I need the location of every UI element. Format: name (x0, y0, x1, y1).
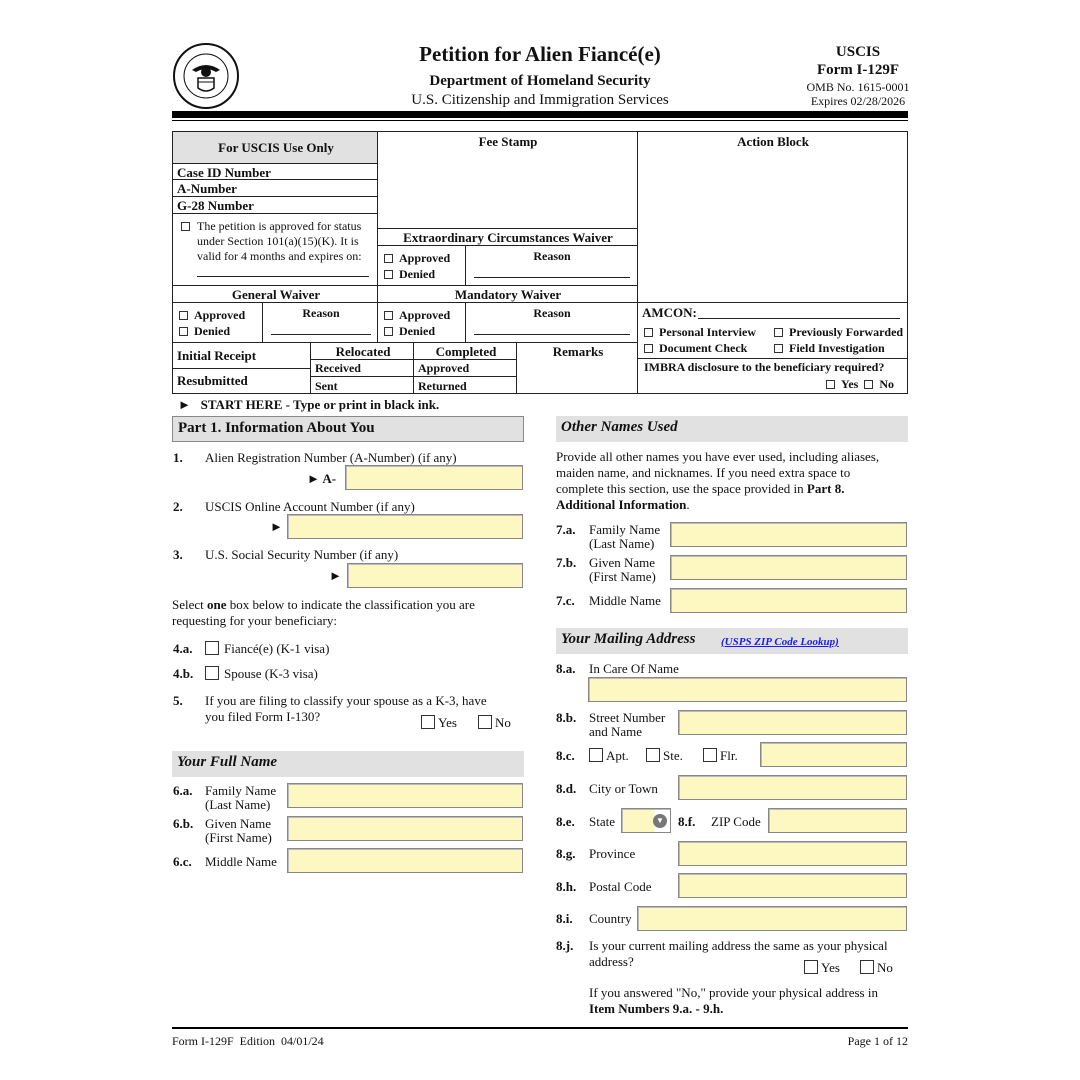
omb-number: OMB No. 1615-0001 (806, 80, 910, 94)
part1-header: Part 1. Information About You (172, 416, 524, 442)
q4b-label: Spouse (K-3 visa) (224, 666, 318, 681)
postal-code-input[interactable] (678, 873, 907, 898)
ste-label: Ste. (663, 748, 683, 763)
agency: U.S. Citizenship and Immigration Services (411, 92, 669, 108)
i130-yes-checkbox[interactable] (421, 715, 435, 729)
given-name-input[interactable] (287, 816, 523, 841)
received: Received (310, 359, 414, 377)
g28-field: G-28 Number (172, 196, 378, 214)
q7b-sublabel: (First Name) (589, 569, 656, 584)
mw-denied-checkbox[interactable] (384, 327, 393, 336)
province-input[interactable] (678, 841, 907, 866)
completed-header: Completed (413, 342, 517, 360)
mandatory-waiver-options: Approved Denied (377, 302, 466, 343)
street-input[interactable] (678, 710, 907, 735)
imbra-block: IMBRA disclosure to the beneficiary required? Yes No (637, 358, 908, 394)
q7b-label: Given Name (589, 555, 656, 570)
ecw-header: Extraordinary Circumstances Waiver (377, 228, 638, 246)
q8g-number: 8.g. (556, 846, 576, 861)
personal-interview-checkbox[interactable] (644, 328, 653, 337)
chevron-down-icon: ▼ (653, 814, 667, 828)
ssn-input[interactable] (347, 563, 523, 588)
q8a-number: 8.a. (556, 661, 576, 676)
middle-name-input[interactable] (287, 848, 523, 873)
q8j-number: 8.j. (556, 938, 574, 953)
q6c-label: Middle Name (205, 854, 277, 869)
sent: Sent (310, 376, 414, 394)
header-rule-thin (172, 120, 908, 121)
document-check-checkbox[interactable] (644, 344, 653, 353)
q8h-label: Postal Code (589, 879, 652, 894)
q8j-label: Is your current mailing address the same as your physical (589, 938, 888, 953)
ecw-reason: Reason (465, 245, 638, 286)
q7a-number: 7.a. (556, 522, 576, 537)
other-middle-name-input[interactable] (670, 588, 907, 613)
q6b-sublabel: (First Name) (205, 830, 272, 845)
no-label: No (495, 715, 511, 730)
flr-checkbox[interactable] (703, 748, 717, 762)
other-names-instructions: Provide all other names you have ever used, including aliases, (556, 449, 880, 464)
gw-denied-checkbox[interactable] (179, 327, 188, 336)
q5-label: If you are filing to classify your spouse as a K-3, have (205, 693, 487, 708)
a-number-input[interactable] (345, 465, 523, 490)
q6a-label: Family Name (205, 783, 277, 798)
initial-receipt: Initial Receipt (172, 342, 311, 369)
general-waiver-reason: Reason (262, 302, 378, 343)
in-care-of-input[interactable] (588, 677, 907, 702)
mailing-address-header: Your Mailing Address (556, 628, 908, 654)
country-input[interactable] (637, 906, 907, 931)
arrow-right-icon: ► (270, 519, 283, 534)
q8f-number: 8.f. (678, 814, 696, 829)
other-family-name-input[interactable] (670, 522, 907, 547)
apt-label: Apt. (606, 748, 629, 763)
office-use-header: For USCIS Use Only (172, 131, 378, 164)
select-instruction-2: requesting for your beneficiary: (172, 613, 337, 628)
usps-zip-lookup-link[interactable]: (USPS ZIP Code Lookup) (721, 636, 839, 648)
ecw-options: Approved Denied (377, 245, 466, 286)
department: Department of Homeland Security (429, 73, 651, 89)
mandatory-waiver-header: Mandatory Waiver (377, 285, 638, 303)
q5-label-2: you filed Form I-130? (205, 709, 321, 724)
gw-approved-checkbox[interactable] (179, 311, 188, 320)
q8d-number: 8.d. (556, 781, 577, 796)
relocated-header: Relocated (310, 342, 414, 360)
q8h-number: 8.h. (556, 879, 577, 894)
state-select[interactable] (621, 808, 671, 833)
q1-label: Alien Registration Number (A-Number) (if any) (205, 450, 457, 465)
previously-forwarded-checkbox[interactable] (774, 328, 783, 337)
q1-prefix: ► A- (307, 471, 337, 486)
zip-code-input[interactable] (768, 808, 907, 833)
mandatory-waiver-reason: Reason (465, 302, 638, 343)
ecw-denied-checkbox[interactable] (384, 270, 393, 279)
other-names-header: Other Names Used (556, 416, 908, 442)
family-name-input[interactable] (287, 783, 523, 808)
page-number: Page 1 of 12 (847, 1034, 908, 1048)
form-edition: Form I-129F Edition 04/01/24 (172, 1034, 324, 1048)
q6b-label: Given Name (205, 816, 272, 831)
q8d-label: City or Town (589, 781, 658, 796)
spouse-k3-checkbox[interactable] (205, 666, 219, 680)
field-investigation-checkbox[interactable] (774, 344, 783, 353)
imbra-no-checkbox[interactable] (864, 380, 873, 389)
header-rule (172, 111, 908, 118)
city-input[interactable] (678, 775, 907, 800)
case-id-field: Case ID Number (172, 163, 378, 180)
yes-label: Yes (821, 960, 840, 975)
uscis-label: USCIS (835, 44, 881, 60)
other-names-instructions-3: complete this section, use the space provided in Part 8. (556, 481, 845, 496)
q8e-label: State (589, 814, 615, 829)
uscis-online-account-input[interactable] (287, 514, 523, 539)
q7b-number: 7.b. (556, 555, 577, 570)
start-here: ► START HERE - Type or print in black ink. (178, 397, 440, 412)
returned: Returned (413, 376, 517, 394)
q8g-label: Province (589, 846, 636, 861)
fiancee-k1-checkbox[interactable] (205, 641, 219, 655)
full-name-header: Your Full Name (172, 751, 524, 777)
q5-number: 5. (173, 693, 183, 708)
resubmitted: Resubmitted (172, 368, 311, 394)
form-number: Form I-129F (816, 62, 900, 78)
yes-label: Yes (438, 715, 457, 730)
q8e-number: 8.e. (556, 814, 575, 829)
general-waiver-header: General Waiver (172, 285, 378, 303)
fee-stamp: Fee Stamp (377, 131, 638, 229)
q8b-number: 8.b. (556, 710, 577, 725)
q7c-label: Middle Name (589, 593, 661, 608)
q8f-label: ZIP Code (711, 814, 761, 829)
no-label: No (877, 960, 893, 975)
q2-number: 2. (173, 499, 183, 514)
arrow-right-icon: ► (329, 568, 342, 583)
dhs-seal (172, 42, 240, 110)
mw-approved-checkbox[interactable] (384, 311, 393, 320)
same-address-no-checkbox[interactable] (860, 960, 874, 974)
q3-number: 3. (173, 547, 183, 562)
q6a-number: 6.a. (173, 783, 193, 798)
q8i-label: Country (589, 911, 632, 926)
physical-address-note-2: Item Numbers 9.a. - 9.h. (589, 1001, 724, 1016)
arrow-right-icon: ► (178, 397, 191, 412)
imbra-yes-checkbox[interactable] (826, 380, 835, 389)
q7a-label: Family Name (589, 522, 661, 537)
general-waiver-options: Approved Denied (172, 302, 263, 343)
approval-checkbox[interactable] (181, 222, 190, 231)
q8i-number: 8.i. (556, 911, 573, 926)
completed-approved: Approved (413, 359, 517, 377)
amcon-block: AMCON: Personal Interview Previously Forwarded Document Check Field Investigation (637, 302, 908, 359)
expiration-date: Expires 02/28/2026 (810, 94, 906, 108)
q2-label: USCIS Online Account Number (if any) (205, 499, 415, 514)
q7a-sublabel: (Last Name) (589, 536, 655, 551)
action-block: Action Block (637, 131, 908, 303)
q4a-number: 4.a. (173, 641, 193, 656)
other-names-instructions-4: Additional Information. (556, 497, 690, 512)
physical-address-note: If you answered "No," provide your physical address in (589, 985, 878, 1000)
i130-no-checkbox[interactable] (478, 715, 492, 729)
same-address-yes-checkbox[interactable] (804, 960, 818, 974)
other-given-name-input[interactable] (670, 555, 907, 580)
q3-label: U.S. Social Security Number (if any) (205, 547, 399, 562)
other-names-instructions-2: maiden name, and nicknames. If you need extra space to (556, 465, 851, 480)
ecw-approved-checkbox[interactable] (384, 254, 393, 263)
flr-label: Flr. (720, 748, 738, 763)
q8j-label-2: address? (589, 954, 634, 969)
q6c-number: 6.c. (173, 854, 192, 869)
remarks: Remarks (516, 342, 638, 394)
q4b-number: 4.b. (173, 666, 194, 681)
a-number-field: A-Number (172, 179, 378, 197)
q8b-label: Street Number (589, 710, 666, 725)
approval-status-block: The petition is approved for status under Section 101(a)(15)(K). It is valid for 4 months and expires on: (172, 213, 378, 286)
q6b-number: 6.b. (173, 816, 194, 831)
select-instruction: Select one box below to indicate the classification you are (172, 597, 475, 612)
q8a-label: In Care Of Name (589, 661, 679, 676)
form-title: Petition for Alien Fiancé(e) (419, 42, 661, 66)
q7c-number: 7.c. (556, 593, 575, 608)
q4a-label: Fiancé(e) (K-1 visa) (224, 641, 330, 656)
unit-number-input[interactable] (760, 742, 907, 767)
footer-rule (172, 1027, 908, 1029)
q1-number: 1. (173, 450, 183, 465)
q8b-sublabel: and Name (589, 724, 643, 739)
apt-checkbox[interactable] (589, 748, 603, 762)
q6a-sublabel: (Last Name) (205, 797, 271, 812)
q8c-number: 8.c. (556, 748, 575, 763)
ste-checkbox[interactable] (646, 748, 660, 762)
